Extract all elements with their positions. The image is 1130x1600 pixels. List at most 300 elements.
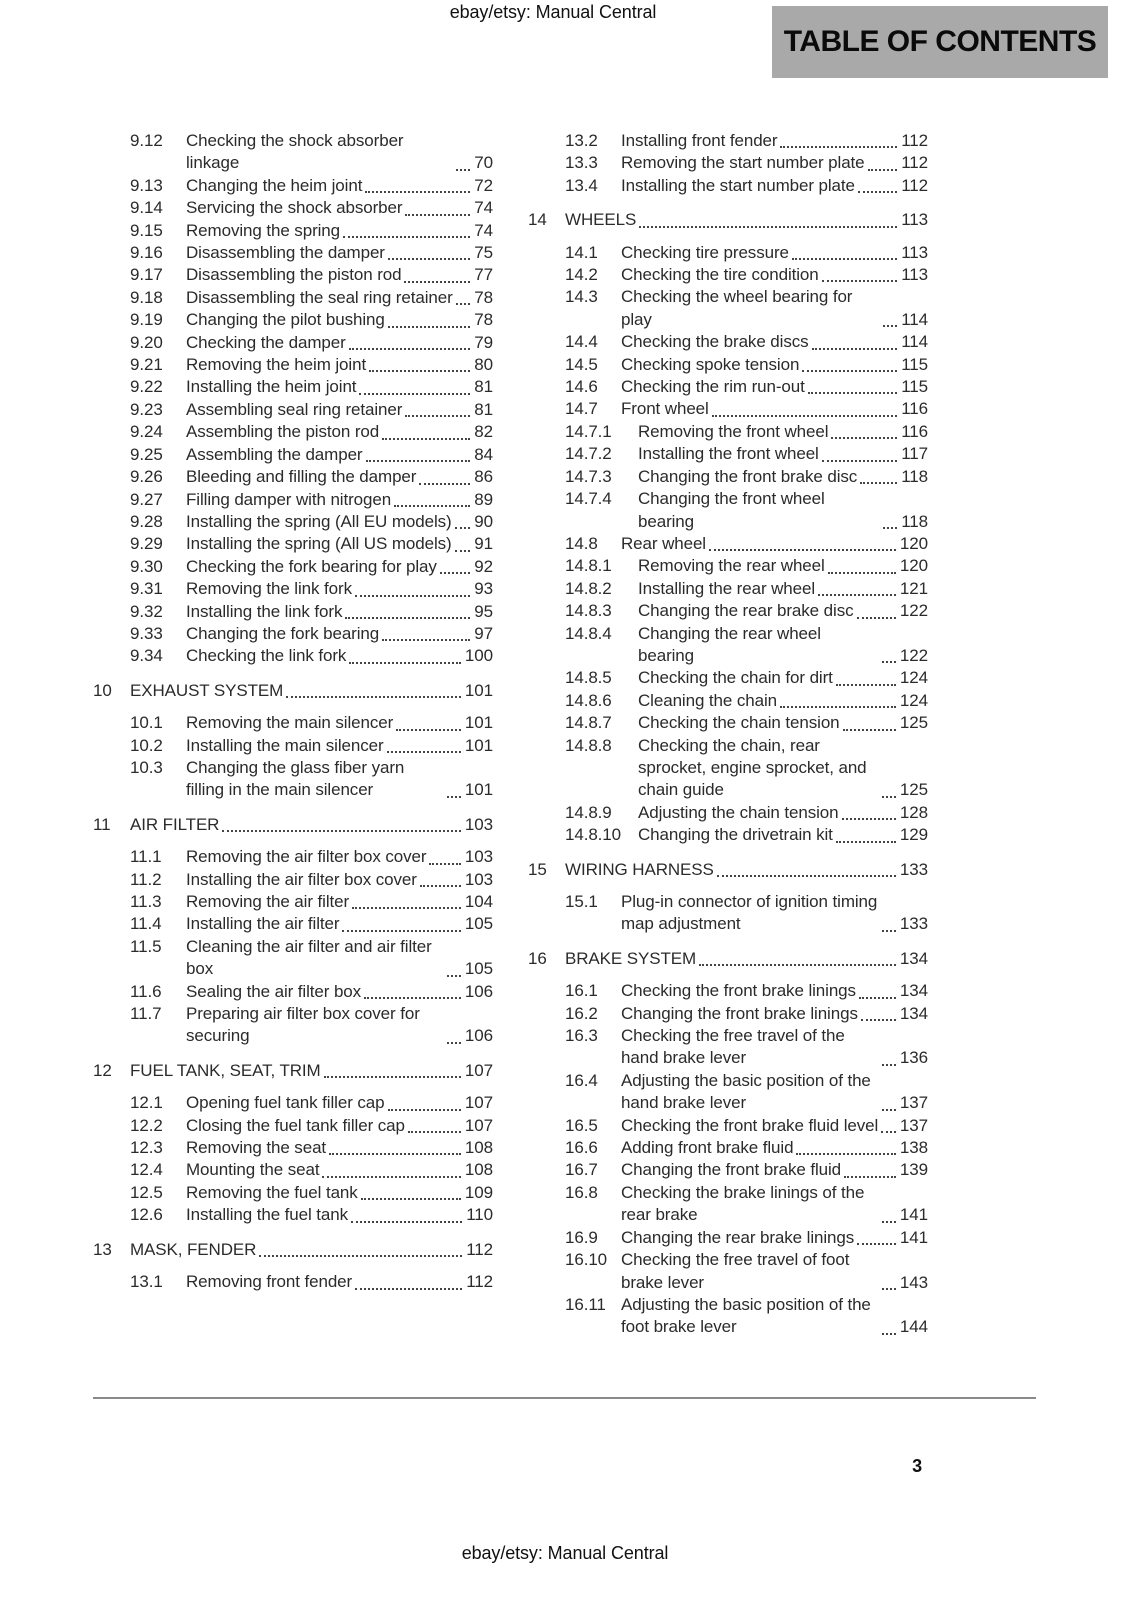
toc-entry bbox=[93, 601, 493, 623]
toc-entry-number: 11.2 bbox=[130, 869, 162, 889]
toc-entry-page: 97 bbox=[474, 623, 493, 643]
toc-entry-page: 80 bbox=[474, 355, 493, 375]
toc-entry-page: 105 bbox=[464, 914, 493, 934]
toc-entry-title: Adjusting the basic position of the foot brake lever bbox=[621, 1294, 871, 1337]
toc-entry-page: 90 bbox=[474, 511, 493, 531]
toc-entry-page: 112 bbox=[466, 1239, 493, 1259]
toc-entry-number: 9.17 bbox=[130, 265, 163, 285]
dot-leader bbox=[882, 1333, 896, 1335]
dot-leader bbox=[447, 796, 461, 798]
toc-entry-number: 9.13 bbox=[130, 175, 163, 195]
toc-entry-page: 82 bbox=[474, 422, 493, 442]
toc-entry-title: Checking the rim run-out bbox=[621, 377, 805, 397]
toc-entry-number: 13.3 bbox=[565, 153, 598, 173]
dot-leader bbox=[329, 1153, 461, 1155]
toc-entry-page: 106 bbox=[464, 1026, 493, 1046]
toc-entry-number: 9.12 bbox=[130, 131, 163, 150]
toc-entry-number: 15.1 bbox=[565, 892, 598, 911]
dot-leader bbox=[352, 907, 461, 909]
toc-entry-title: Checking the chain for dirt bbox=[638, 668, 833, 688]
footer-site-label: ebay/etsy: Manual Central bbox=[461, 1543, 669, 1563]
dot-leader bbox=[259, 1255, 462, 1257]
toc-entry-page: 120 bbox=[899, 556, 928, 576]
dot-leader bbox=[881, 1131, 896, 1133]
toc-entry-title: Removing the rear wheel bbox=[638, 556, 825, 576]
dot-leader bbox=[455, 527, 471, 529]
dot-leader bbox=[365, 191, 470, 193]
dot-leader bbox=[860, 482, 897, 484]
toc-entry bbox=[93, 197, 493, 219]
dot-leader bbox=[388, 258, 470, 260]
toc-entry-number: 10.2 bbox=[130, 735, 163, 755]
toc-entry bbox=[93, 645, 493, 667]
toc-entry-title: Installing the air filter box cover bbox=[186, 869, 417, 889]
toc-entry bbox=[528, 533, 928, 555]
dot-leader bbox=[394, 505, 470, 507]
table-of-contents-banner bbox=[772, 6, 1108, 78]
toc-entry-title: Adjusting the basic position of the hand brake lever bbox=[621, 1070, 871, 1113]
toc-entry-page: 101 bbox=[464, 680, 493, 700]
toc-entry-title: Removing the air filter bbox=[186, 892, 350, 911]
toc-entry-title: BRAKE SYSTEM bbox=[565, 948, 697, 968]
toc-entry-page: 112 bbox=[901, 131, 928, 150]
toc-entry-page: 70 bbox=[474, 153, 493, 173]
toc-entry bbox=[93, 1271, 493, 1293]
toc-entry-page: 118 bbox=[901, 511, 928, 531]
toc-entry bbox=[93, 220, 493, 242]
toc-entry-number: 10 bbox=[93, 680, 112, 700]
toc-entry-page: 141 bbox=[899, 1205, 928, 1225]
toc-entry-page: 74 bbox=[474, 198, 493, 218]
dot-leader bbox=[802, 370, 897, 372]
dot-leader bbox=[699, 964, 896, 966]
toc-entry bbox=[528, 286, 928, 331]
toc-entry-page: 141 bbox=[899, 1227, 928, 1247]
toc-entry-number: 11 bbox=[93, 814, 111, 834]
toc-entry-page: 78 bbox=[474, 287, 493, 307]
footer-divider bbox=[93, 1397, 1036, 1399]
toc-entry-page: 108 bbox=[464, 1138, 493, 1158]
toc-entry-page: 92 bbox=[474, 556, 493, 576]
toc-entry-number: 16.3 bbox=[565, 1026, 598, 1046]
toc-entry-number: 14.4 bbox=[565, 332, 598, 352]
toc-entry-title: Removing the link fork bbox=[186, 579, 352, 599]
toc-entry-number: 12.3 bbox=[130, 1138, 163, 1158]
toc-entry-page: 134 bbox=[899, 948, 928, 968]
toc-entry-number: 9.34 bbox=[130, 646, 163, 666]
toc-entry-title: WIRING HARNESS bbox=[565, 859, 714, 879]
toc-entry-title: Checking tire pressure bbox=[621, 242, 789, 262]
toc-entry-page: 107 bbox=[464, 1115, 493, 1135]
toc-entry-number: 14.7 bbox=[565, 399, 598, 419]
toc-entry-page: 105 bbox=[464, 959, 493, 979]
toc-entry-title: Checking the damper bbox=[186, 332, 346, 352]
toc-entry-title: Closing the fuel tank filler cap bbox=[186, 1115, 405, 1135]
dot-leader bbox=[836, 841, 896, 843]
toc-entry-page: 133 bbox=[899, 859, 928, 879]
toc-entry-number: 14.2 bbox=[565, 265, 598, 285]
toc-entry bbox=[528, 421, 928, 443]
dot-leader bbox=[818, 594, 896, 596]
toc-entry-number: 11.6 bbox=[130, 981, 162, 1001]
toc-entry-page: 113 bbox=[901, 265, 928, 285]
toc-entry-page: 108 bbox=[464, 1160, 493, 1180]
toc-entry-title: Checking the front brake fluid level bbox=[621, 1115, 879, 1135]
dot-leader bbox=[882, 1064, 896, 1066]
dot-leader bbox=[858, 191, 897, 193]
toc-entry-page: 122 bbox=[899, 645, 928, 665]
toc-entry-number: 9.31 bbox=[130, 579, 163, 599]
toc-entry-number: 14.3 bbox=[565, 287, 598, 307]
toc-entry-page: 120 bbox=[899, 533, 928, 553]
toc-entry-title: Adding front brake fluid bbox=[621, 1138, 794, 1158]
toc-entry bbox=[93, 981, 493, 1003]
toc-entry-number: 9.32 bbox=[130, 601, 163, 621]
dot-leader bbox=[822, 460, 897, 462]
toc-entry bbox=[93, 869, 493, 891]
toc-entry-title: Installing the heim joint bbox=[186, 377, 357, 397]
toc-entry-page: 93 bbox=[474, 579, 493, 599]
toc-entry-page: 137 bbox=[899, 1093, 928, 1113]
dot-leader bbox=[780, 146, 897, 148]
toc-entry-page: 116 bbox=[901, 421, 928, 441]
toc-entry bbox=[528, 376, 928, 398]
toc-entry-page: 77 bbox=[474, 265, 493, 285]
toc-entry-page: 117 bbox=[901, 444, 928, 464]
toc-entry bbox=[93, 556, 493, 578]
toc-entry-number: 14.7.2 bbox=[565, 444, 612, 464]
dot-leader bbox=[455, 550, 471, 552]
toc-entry-page: 136 bbox=[899, 1048, 928, 1068]
toc-entry-number: 14.8 bbox=[565, 533, 598, 553]
dot-leader bbox=[366, 460, 471, 462]
toc-entry-page: 137 bbox=[899, 1115, 928, 1135]
toc-entry bbox=[93, 332, 493, 354]
toc-entry-title: Checking the tire condition bbox=[621, 265, 819, 285]
dot-leader bbox=[796, 1153, 895, 1155]
dot-leader bbox=[712, 415, 897, 417]
toc-entry-title: Removing the heim joint bbox=[186, 355, 367, 375]
toc-entry bbox=[528, 1294, 928, 1339]
toc-entry-number: 10.3 bbox=[130, 757, 163, 777]
toc-entry-number: 14.8.9 bbox=[565, 802, 612, 822]
dot-leader bbox=[382, 438, 470, 440]
toc-entry-page: 112 bbox=[901, 153, 928, 173]
dot-leader bbox=[828, 572, 896, 574]
toc-entry-title: Rear wheel bbox=[621, 533, 706, 553]
toc-entry-title: Checking the shock absorber linkage bbox=[186, 131, 404, 173]
toc-entry-title: Changing the front brake linings bbox=[621, 1003, 858, 1023]
dot-leader bbox=[404, 281, 470, 283]
toc-entry-page: 81 bbox=[474, 399, 493, 419]
dot-leader bbox=[286, 696, 461, 698]
toc-entry-page: 114 bbox=[901, 332, 928, 352]
toc-entry-title: Cleaning the air filter and air filter box bbox=[186, 936, 432, 979]
dot-leader bbox=[322, 1176, 460, 1178]
page-number: 3 bbox=[912, 1456, 922, 1476]
dot-leader bbox=[408, 1131, 461, 1133]
toc-entry-page: 81 bbox=[474, 377, 493, 397]
toc-entry bbox=[528, 443, 928, 465]
dot-leader bbox=[883, 325, 897, 327]
toc-column-left bbox=[93, 130, 493, 1339]
toc-entry-page: 112 bbox=[901, 175, 928, 195]
toc-entry-number: 12.2 bbox=[130, 1115, 163, 1135]
toc-entry-number: 14.8.1 bbox=[565, 556, 612, 576]
toc-entry-title: Removing the air filter box cover bbox=[186, 847, 427, 867]
toc-entry-title: Plug-in connector of ignition timing map adjustment bbox=[621, 892, 878, 934]
toc-entry-title: Preparing air filter box cover for securing bbox=[186, 1004, 420, 1046]
dot-leader bbox=[382, 639, 470, 641]
toc-entry-title: EXHAUST SYSTEM bbox=[130, 680, 284, 700]
toc-entry bbox=[528, 1070, 928, 1115]
toc-entry bbox=[528, 735, 928, 802]
toc-entry bbox=[93, 130, 493, 175]
toc-entry-title: Installing the front wheel bbox=[638, 444, 819, 464]
toc-entry bbox=[528, 578, 928, 600]
toc-entry-number: 16.10 bbox=[565, 1250, 608, 1270]
toc-entry-number: 16.2 bbox=[565, 1003, 598, 1023]
toc-entry-number: 9.19 bbox=[130, 310, 163, 330]
toc-entry-page: 113 bbox=[901, 242, 928, 262]
toc-entry-title: WHEELS bbox=[565, 210, 637, 230]
toc-entry-number: 14.7.1 bbox=[565, 421, 612, 441]
toc-entry-title: Checking the free travel of foot brake lever bbox=[621, 1250, 850, 1292]
toc-entry-number: 12.5 bbox=[130, 1182, 163, 1202]
toc-entry-number: 9.27 bbox=[130, 489, 163, 509]
toc-entry-title: Installing the main silencer bbox=[186, 735, 384, 755]
toc-entry-page: 100 bbox=[464, 646, 493, 666]
toc-entry-title: Installing front fender bbox=[621, 131, 778, 150]
dot-leader bbox=[349, 348, 471, 350]
toc-entry-title: Front wheel bbox=[621, 399, 709, 419]
toc-entry-title: Checking the brake linings of the rear brake bbox=[621, 1182, 865, 1225]
toc-entry-number: 9.14 bbox=[130, 198, 163, 218]
dot-leader bbox=[857, 1243, 896, 1245]
dot-leader bbox=[355, 1288, 462, 1290]
toc-entry-title: Changing the pilot bushing bbox=[186, 310, 385, 330]
toc-entry-page: 104 bbox=[464, 892, 493, 911]
toc-entry-number: 9.29 bbox=[130, 534, 163, 554]
toc-entry-title: Removing the fuel tank bbox=[186, 1182, 358, 1202]
dot-leader bbox=[388, 326, 471, 328]
toc-entry-title: Changing the heim joint bbox=[186, 175, 363, 195]
toc-entry-title: Removing the spring bbox=[186, 220, 341, 240]
toc-entry-page: 121 bbox=[899, 578, 928, 598]
dot-leader bbox=[868, 169, 898, 171]
dot-leader bbox=[405, 415, 470, 417]
toc-entry-title: Checking the chain, rear sprocket, engine sprocket, and chain guide bbox=[638, 735, 867, 800]
toc-entry-title: Changing the front brake fluid bbox=[621, 1160, 842, 1180]
toc-entry-number: 11.4 bbox=[130, 914, 162, 934]
toc-entry bbox=[93, 354, 493, 376]
toc-entry bbox=[528, 488, 928, 533]
toc-entry-title: Filling damper with nitrogen bbox=[186, 489, 392, 509]
toc-entry-page: 113 bbox=[901, 210, 928, 230]
toc-entry-number: 16.8 bbox=[565, 1182, 598, 1202]
toc-entry-page: 110 bbox=[466, 1205, 493, 1225]
dot-leader bbox=[857, 617, 896, 619]
toc-entry bbox=[93, 735, 493, 757]
toc-entry bbox=[93, 1115, 493, 1137]
toc-entry bbox=[528, 802, 928, 824]
toc-entry-title: Removing front fender bbox=[186, 1272, 353, 1292]
toc-container bbox=[93, 130, 928, 1339]
toc-entry bbox=[528, 1249, 928, 1294]
toc-column-right bbox=[528, 130, 928, 1339]
toc-entry-number: 9.28 bbox=[130, 511, 163, 531]
toc-entry-page: 115 bbox=[901, 377, 928, 397]
toc-entry-title: Installing the spring (All EU models) bbox=[186, 511, 452, 531]
dot-leader bbox=[364, 997, 461, 999]
toc-entry bbox=[93, 1204, 493, 1226]
dot-leader bbox=[822, 280, 898, 282]
toc-entry-page: 106 bbox=[464, 981, 493, 1001]
toc-entry-page: 107 bbox=[464, 1093, 493, 1113]
toc-entry bbox=[93, 242, 493, 264]
toc-entry-number: 16.5 bbox=[565, 1115, 598, 1135]
dot-leader bbox=[883, 527, 897, 529]
toc-entry bbox=[528, 398, 928, 420]
dot-leader bbox=[419, 483, 470, 485]
toc-entry-page: 78 bbox=[474, 310, 493, 330]
toc-entry-page: 138 bbox=[899, 1138, 928, 1158]
dot-leader bbox=[405, 214, 470, 216]
toc-entry-title: Installing the spring (All US models) bbox=[186, 534, 452, 554]
toc-entry-title: Changing the rear brake disc bbox=[638, 601, 854, 621]
dot-leader bbox=[808, 392, 897, 394]
toc-entry-page: 72 bbox=[474, 175, 493, 195]
toc-entry-number: 14 bbox=[528, 210, 547, 230]
toc-entry bbox=[93, 712, 493, 734]
toc-entry-title: Adjusting the chain tension bbox=[638, 802, 839, 822]
toc-entry-number: 11.7 bbox=[130, 1004, 162, 1024]
toc-entry-title: Bleeding and filling the damper bbox=[186, 467, 417, 487]
toc-entry-title: Disassembling the piston rod bbox=[186, 265, 402, 285]
toc-entry-page: 118 bbox=[901, 466, 928, 486]
toc-entry-page: 125 bbox=[899, 713, 928, 733]
toc-entry-page: 107 bbox=[464, 1060, 493, 1080]
toc-entry bbox=[528, 600, 928, 622]
toc-entry bbox=[93, 936, 493, 981]
toc-entry bbox=[528, 891, 928, 936]
toc-entry-number: 13.4 bbox=[565, 175, 598, 195]
toc-entry bbox=[528, 264, 928, 286]
dot-leader bbox=[882, 661, 896, 663]
toc-entry-page: 84 bbox=[474, 444, 493, 464]
toc-entry bbox=[528, 1025, 928, 1070]
toc-entry bbox=[528, 1115, 928, 1137]
toc-entry bbox=[528, 175, 928, 197]
toc-entry bbox=[528, 980, 928, 1002]
toc-entry-number: 14.8.3 bbox=[565, 601, 612, 621]
dot-leader bbox=[456, 303, 471, 305]
toc-entry-page: 112 bbox=[466, 1272, 493, 1292]
toc-entry-page: 124 bbox=[899, 690, 928, 710]
toc-entry-page: 144 bbox=[899, 1317, 928, 1337]
toc-entry-page: 116 bbox=[901, 399, 928, 419]
toc-entry-number: 15 bbox=[528, 859, 547, 879]
toc-entry-number: 16.7 bbox=[565, 1160, 598, 1180]
toc-entry-number: 9.22 bbox=[130, 377, 163, 397]
toc-entry-number: 14.7.3 bbox=[565, 466, 612, 486]
toc-entry-number: 14.8.8 bbox=[565, 735, 612, 755]
toc-section-entry bbox=[528, 948, 928, 970]
toc-entry-page: 124 bbox=[899, 668, 928, 688]
dot-leader bbox=[388, 1109, 461, 1111]
toc-entry bbox=[528, 712, 928, 734]
toc-entry bbox=[93, 287, 493, 309]
dot-leader bbox=[842, 818, 896, 820]
toc-entry-title: Assembling the damper bbox=[186, 444, 363, 464]
toc-entry-title: Removing the main silencer bbox=[186, 713, 394, 733]
dot-leader bbox=[882, 930, 896, 932]
dot-leader bbox=[859, 997, 896, 999]
toc-entry-page: 128 bbox=[899, 802, 928, 822]
toc-entry-title: Installing the link fork bbox=[186, 601, 343, 621]
toc-entry bbox=[528, 466, 928, 488]
toc-entry-title: Checking the front brake linings bbox=[621, 981, 856, 1001]
toc-entry-title: Disassembling the damper bbox=[186, 243, 385, 263]
dot-leader bbox=[440, 572, 470, 574]
toc-entry-title: Changing the front wheel bearing bbox=[638, 489, 825, 531]
toc-entry-number: 12 bbox=[93, 1060, 112, 1080]
toc-entry-page: 114 bbox=[901, 309, 928, 329]
dot-leader bbox=[812, 348, 898, 350]
toc-entry-number: 9.30 bbox=[130, 556, 163, 576]
dot-leader bbox=[456, 169, 470, 171]
toc-entry bbox=[93, 489, 493, 511]
toc-entry-title: Changing the rear brake linings bbox=[621, 1227, 855, 1247]
toc-entry bbox=[93, 1182, 493, 1204]
dot-leader bbox=[843, 729, 896, 731]
dot-leader bbox=[420, 885, 461, 887]
dot-leader bbox=[836, 684, 896, 686]
dot-leader bbox=[882, 1221, 896, 1223]
toc-section-entry bbox=[528, 859, 928, 881]
toc-entry-number: 9.18 bbox=[130, 287, 163, 307]
toc-entry-title: Installing the start number plate bbox=[621, 175, 855, 195]
toc-entry-page: 134 bbox=[899, 1003, 928, 1023]
dot-leader bbox=[447, 1042, 461, 1044]
toc-entry-number: 14.8.6 bbox=[565, 690, 612, 710]
toc-entry-title: Mounting the seat bbox=[186, 1160, 320, 1180]
toc-entry-number: 14.8.7 bbox=[565, 713, 612, 733]
toc-entry-title: Changing the fork bearing bbox=[186, 623, 380, 643]
toc-section-entry bbox=[93, 1239, 493, 1261]
dot-leader bbox=[349, 662, 461, 664]
toc-entry bbox=[528, 354, 928, 376]
toc-section-entry bbox=[93, 814, 493, 836]
dot-leader bbox=[355, 595, 470, 597]
dot-leader bbox=[351, 1221, 462, 1223]
toc-entry-page: 74 bbox=[474, 220, 493, 240]
toc-entry-number: 12.4 bbox=[130, 1160, 163, 1180]
dot-leader bbox=[844, 1176, 896, 1178]
dot-leader bbox=[361, 1198, 461, 1200]
toc-entry bbox=[528, 152, 928, 174]
toc-entry-number: 16.1 bbox=[565, 981, 598, 1001]
toc-entry-number: 14.7.4 bbox=[565, 489, 612, 509]
dot-leader bbox=[342, 930, 461, 932]
toc-entry-number: 13.1 bbox=[130, 1272, 163, 1292]
dot-leader bbox=[447, 975, 461, 977]
toc-entry-title: Checking spoke tension bbox=[621, 354, 800, 374]
toc-entry-page: 101 bbox=[464, 713, 493, 733]
toc-entry-page: 125 bbox=[899, 780, 928, 800]
toc-entry bbox=[528, 1227, 928, 1249]
toc-entry bbox=[93, 421, 493, 443]
